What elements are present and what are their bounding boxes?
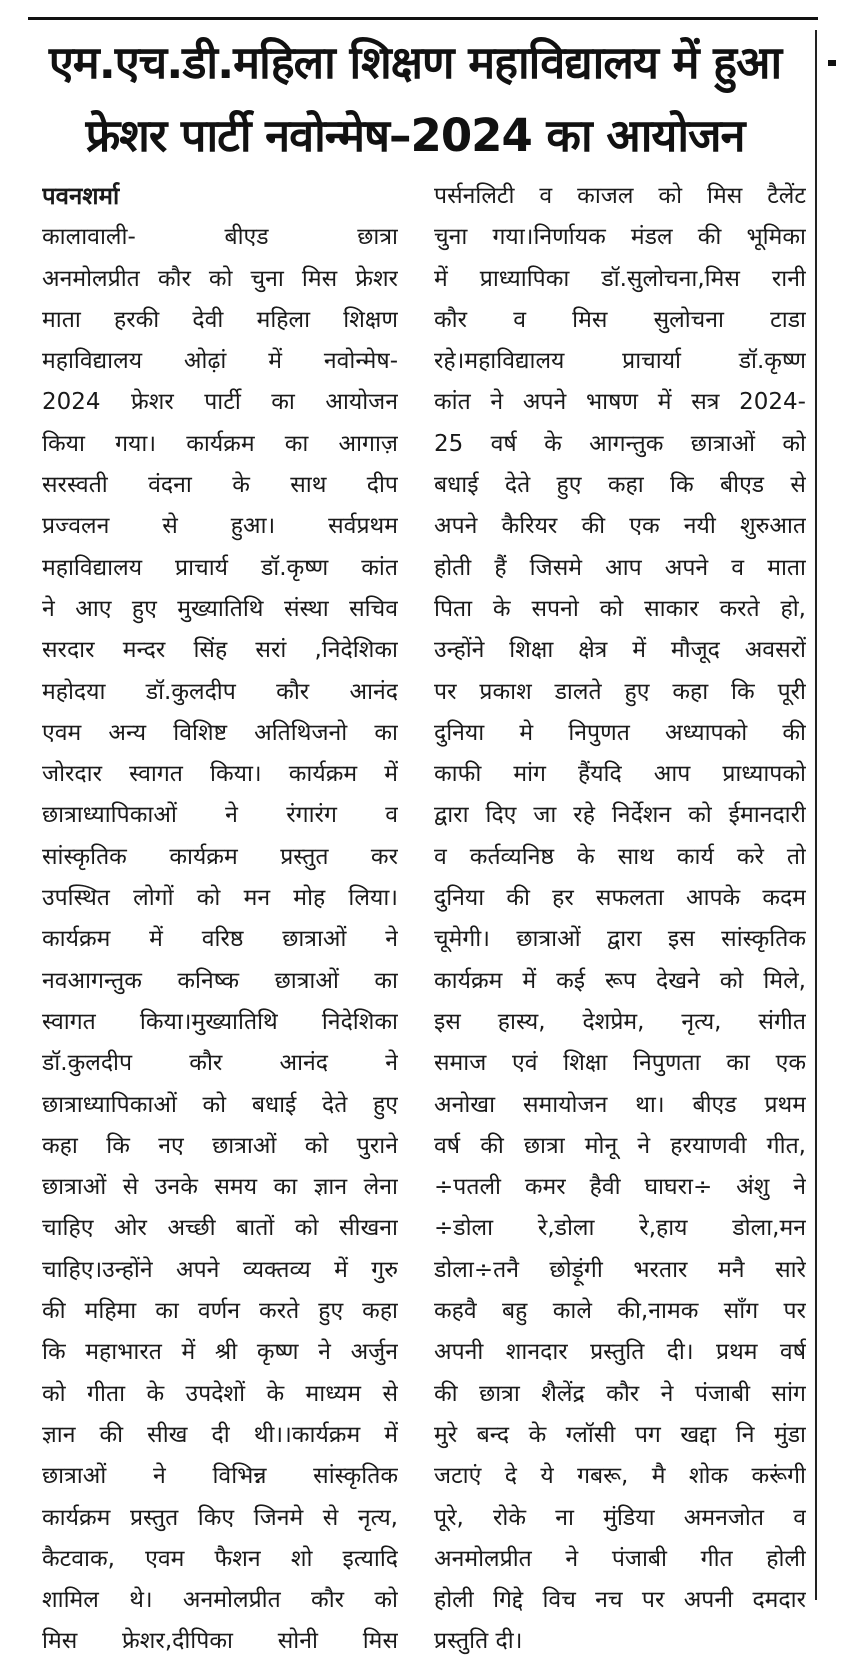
headline-line-1: एम.एच.डी.महिला शिक्षण महाविद्यालय में हुआ	[48, 36, 782, 89]
article-line: व कर्तव्यनिष्ठ के साथ कार्य करे तो	[434, 843, 806, 870]
article-line: अनमोलप्रीत ने पंजाबी गीत होली	[434, 1545, 806, 1572]
article-line: पूरे, रोके ना मुंडिया अमनजोत व	[434, 1504, 806, 1531]
article-line: मुरे बन्द के ग्लॉसी पग खद्दा नि मुंडा	[434, 1421, 806, 1448]
article-line: दुनिया की हर सफलता आपके कदम	[434, 885, 806, 912]
article-line: डोला÷तनै छोड़ूंगी भरतार मनै सारे	[434, 1256, 806, 1283]
article-line: महाविद्यालय ओढ़ां में नवोन्मेष-	[42, 348, 398, 375]
top-rule	[28, 17, 818, 20]
article-line: कार्यक्रम में कई रूप देखने को मिले,	[434, 967, 806, 994]
article-line: अपने कैरियर की एक नयी शुरुआत	[434, 513, 806, 540]
article-line: ने आए हुए मुख्यातिथि संस्था सचिव	[42, 595, 398, 622]
article-line: मिस फ्रेशर,दीपिका सोनी मिस	[42, 1628, 398, 1655]
article-line: महोदया डॉ.कुलदीप कौर आनंद	[42, 678, 398, 705]
article-line: पर्सनलिटी व काजल को मिस टैलेंट	[434, 183, 806, 209]
article-line: कालावाली- बीएड छात्रा	[42, 224, 398, 251]
article-line: माता हरकी देवी महिला शिक्षण	[42, 306, 398, 333]
article-line: बधाई देते हुए कहा कि बीएड से	[434, 472, 806, 499]
article-line: समाज एवं शिक्षा निपुणता का एक	[434, 1050, 806, 1077]
article-line: कांत ने अपने भाषण में सत्र 2024-	[434, 389, 806, 416]
article-line: सरस्वती वंदना के साथ दीप	[42, 472, 398, 499]
article-line: उन्होंने शिक्षा क्षेत्र में मौजूद अवसरों	[434, 637, 806, 664]
article-line: चाहिए।उन्होंने अपने व्यक्तव्य में गुरु	[42, 1256, 398, 1283]
article-line: ÷डोला रे,डोला रे,हाय डोला,मन	[434, 1215, 806, 1242]
article-line: कहवै बहु काले की,नामक सॉंग पर	[434, 1298, 806, 1325]
article-line: 25 वर्ष के आगन्तुक छात्राओं को	[434, 430, 806, 457]
article-line: वर्ष की छात्रा मोनू ने हरयाणवी गीत,	[434, 1132, 806, 1159]
article-line: छात्राओं ने विभिन्न सांस्कृतिक	[42, 1463, 398, 1490]
article-line: रहे।महाविद्यालय प्राचार्या डॉ.कृष्ण	[434, 348, 806, 375]
article-line: महाविद्यालय प्राचार्य डॉ.कृष्ण कांत	[42, 554, 398, 581]
article-line: होती हैं जिसमे आप अपने व माता	[434, 554, 806, 581]
article-line: 2024 फ्रेशर पार्टी का आयोजन	[42, 389, 398, 416]
article-line: अनोखा समायोजन था। बीएड प्रथम	[434, 1091, 806, 1118]
article-line: एवम अन्य विशिष्ट अतिथिजनो का	[42, 719, 398, 746]
article-line: को गीता के उपदेशों के माध्यम से	[42, 1380, 398, 1407]
article-line: शामिल थे। अनमोलप्रीत कौर को	[42, 1587, 398, 1614]
article-right-column	[434, 176, 806, 1663]
article-line: जटाएं दे ये गबरू, मै शोक करूंगी	[434, 1463, 806, 1490]
article-line: छात्राध्यापिकाओं ने रंगारंग व	[42, 802, 398, 829]
article-line: कार्यक्रम प्रस्तुत किए जिनमे से नृत्य,	[42, 1504, 398, 1531]
article-line: डॉ.कुलदीप कौर आनंद ने	[42, 1050, 398, 1077]
article-line: कि महाभारत में श्री कृष्ण ने अर्जुन	[42, 1339, 398, 1366]
article-line: जोरदार स्वागत किया। कार्यक्रम में	[42, 761, 398, 788]
article-line: किया गया। कार्यक्रम का आगाज़	[42, 430, 398, 457]
article-line: कार्यक्रम में वरिष्ठ छात्राओं ने	[42, 926, 398, 953]
article-line: चूमेगी। छात्राओं द्वारा इस सांस्कृतिक	[434, 926, 806, 953]
article-line: छात्राओं से उनके समय का ज्ञान लेना	[42, 1174, 398, 1201]
article-line: ÷पतली कमर हैवी घाघरा÷ अंशु ने	[434, 1174, 806, 1201]
article-line: चाहिए ओर अच्छी बातों को सीखना	[42, 1215, 398, 1242]
article-left-column	[42, 176, 398, 1663]
article-line: स्वागत किया।मुख्यातिथि निदेशिका	[42, 1008, 398, 1035]
article-line: सांस्कृतिक कार्यक्रम प्रस्तुत कर	[42, 843, 398, 870]
article-line: दुनिया मे निपुणत अध्यापको की	[434, 719, 806, 746]
article-line: की छात्रा शैलेंद्र कौर ने पंजाबी सांग	[434, 1380, 806, 1407]
article-line: अनमोलप्रीत कौर को चुना मिस फ्रेशर	[42, 265, 398, 292]
article-line: कहा कि नए छात्राओं को पुराने	[42, 1132, 398, 1159]
article-line: द्वारा दिए जा रहे निर्देशन को ईमानदारी	[434, 802, 806, 829]
article-line: कौर व मिस सुलोचना टाडा	[434, 306, 806, 333]
article-line: काफी मांग हैंयदि आप प्राध्यापको	[434, 761, 806, 788]
article-line: पिता के सपनो को साकार करते हो,	[434, 595, 806, 622]
article-line: ज्ञान की सीख दी थी।।कार्यक्रम में	[42, 1421, 398, 1448]
article-line: छात्राध्यापिकाओं को बधाई देते हुए	[42, 1091, 398, 1118]
article-line: प्रज्वलन से हुआ। सर्वप्रथम	[42, 513, 398, 540]
article-line: में प्राध्यापिका डॉ.सुलोचना,मिस रानी	[434, 265, 806, 292]
article-line: अपनी शानदार प्रस्तुति दी। प्रथम वर्ष	[434, 1339, 806, 1366]
headline-line-2: फ्रेशर पार्टी नवोन्मेष–2024 का आयोजन	[85, 109, 745, 162]
article-line: नवआगन्तुक कनिष्क छात्राओं का	[42, 967, 398, 994]
byline: पवनशर्मा	[42, 182, 120, 210]
article-line: की महिमा का वर्णन करते हुए कहा	[42, 1298, 398, 1325]
article-line: प्रस्तुति दी।	[434, 1628, 523, 1655]
article-line: इस हास्य, देशप्रेम, नृत्य, संगीत	[434, 1008, 806, 1035]
article-line: चुना गया।निर्णायक मंडल की भूमिका	[434, 224, 806, 251]
column-divider	[815, 30, 817, 1600]
article-line: उपस्थित लोगों को मन मोह लिया।	[42, 885, 398, 912]
article-line: होली गिद्दे विच नच पर अपनी दमदार	[434, 1587, 806, 1614]
article-line: पर प्रकाश डालते हुए कहा कि पूरी	[434, 678, 806, 705]
article-line: सरदार मन्दर सिंह सरां ,निदेशिका	[42, 637, 398, 664]
article-line: कैटवाक, एवम फैशन शो इत्यादि	[42, 1545, 398, 1572]
side-marker	[828, 60, 836, 66]
